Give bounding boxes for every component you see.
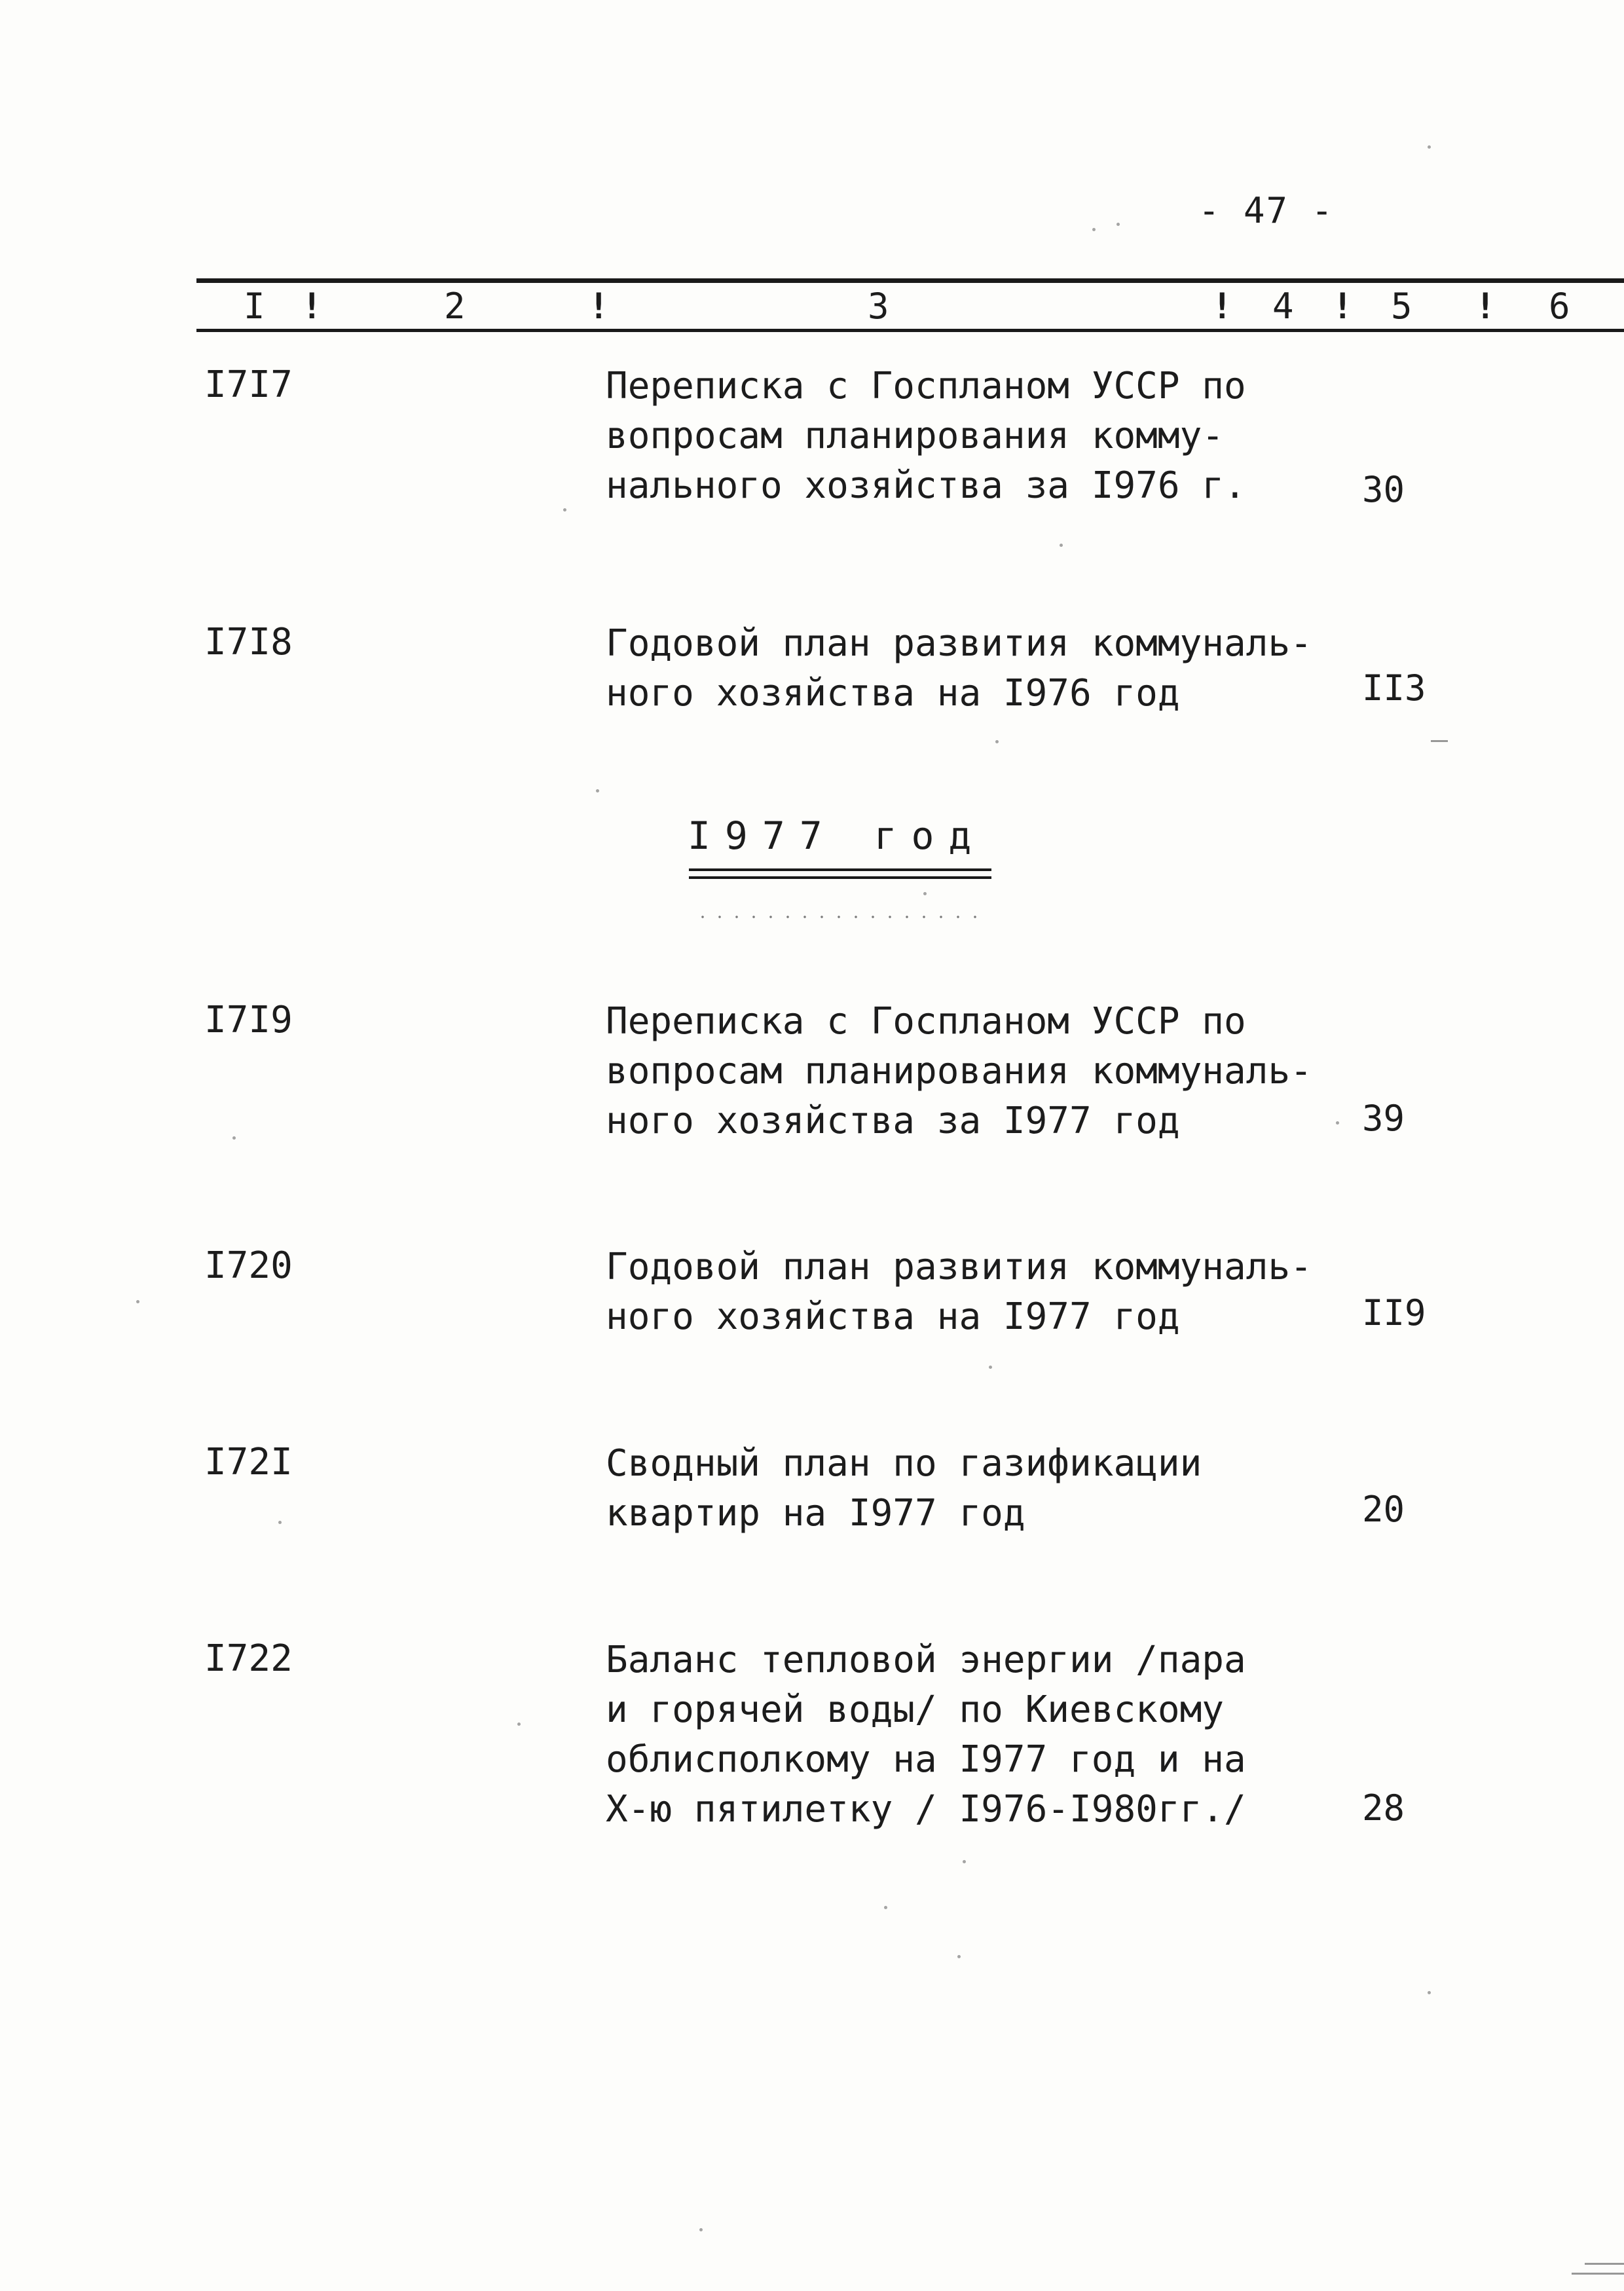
- column-header-1: I: [244, 286, 265, 327]
- scan-speck: [136, 1300, 139, 1303]
- column-separator: !: [1211, 286, 1233, 327]
- year-heading-dotted-line: [694, 916, 989, 918]
- entry-title-line: нального хозяйства за I976 г.: [606, 464, 1246, 507]
- entry-title-line: облисполкому на I977 год и на: [606, 1738, 1246, 1781]
- column-header-2: 2: [444, 286, 466, 327]
- entry-title-line: Переписка с Госпланом УССР по: [606, 365, 1246, 407]
- scan-mark: [1585, 2263, 1624, 2265]
- scan-speck: [1092, 228, 1096, 231]
- scan-speck: [699, 2228, 703, 2231]
- entry-title-line: ного хозяйства на I976 год: [606, 672, 1180, 715]
- table-top-rule: [196, 278, 1624, 283]
- entry-sheet-count: 39: [1362, 1098, 1405, 1139]
- entry-title: [606, 1242, 1326, 1342]
- scan-speck: [957, 1955, 961, 1958]
- scan-mark: [1572, 2273, 1624, 2275]
- entry-title-line: Баланс тепловой энергии /пара: [606, 1639, 1246, 1681]
- scan-speck: [963, 1860, 966, 1863]
- column-header-4: 4: [1272, 286, 1294, 327]
- entry-number: I72I: [204, 1441, 293, 1483]
- column-header-3: 3: [868, 286, 889, 327]
- column-header-row: [0, 286, 1624, 327]
- page-number: - 47 -: [1198, 190, 1335, 231]
- scan-speck: [1428, 1991, 1431, 1994]
- entry-title: [606, 362, 1326, 511]
- column-header-5: 5: [1391, 286, 1412, 327]
- entry-sheet-count: II3: [1362, 667, 1426, 709]
- entry-number: I7I8: [204, 621, 293, 663]
- scan-speck: [995, 740, 999, 743]
- entry-title-line: вопросам планирования коммуналь-: [606, 1050, 1312, 1092]
- year-heading-underline: [689, 876, 991, 879]
- entry-title: [606, 1635, 1326, 1835]
- entry-title-line: Сводный план по газификации: [606, 1442, 1202, 1485]
- scan-speck: [1060, 544, 1063, 547]
- entry-title-line: Переписка с Госпланом УССР по: [606, 1000, 1246, 1043]
- entry-number: I722: [204, 1637, 293, 1680]
- entry-title: [606, 1439, 1326, 1538]
- year-heading-underline: [689, 868, 991, 871]
- scan-speck: [1116, 223, 1120, 226]
- scan-speck: [563, 508, 566, 512]
- column-separator: !: [588, 286, 610, 327]
- scan-speck: [923, 892, 927, 895]
- entry-sheet-count: II9: [1362, 1292, 1426, 1333]
- entry-title-line: Х-ю пятилетку / I976-I980гг./: [606, 1788, 1246, 1831]
- entry-title-line: квартир на I977 год: [606, 1492, 1025, 1535]
- entry-number: I7I7: [204, 363, 293, 406]
- scan-speck: [517, 1723, 521, 1726]
- year-heading: I977 год: [688, 813, 986, 858]
- entry-title-line: Годовой план развития коммуналь-: [606, 1246, 1312, 1288]
- entry-sheet-count: 30: [1362, 469, 1405, 510]
- scan-speck: [232, 1136, 236, 1140]
- scan-speck: [1336, 1121, 1339, 1125]
- column-separator: !: [301, 286, 323, 327]
- entry-title-line: и горячей воды/ по Киевскому: [606, 1688, 1225, 1731]
- entry-title: [606, 619, 1326, 718]
- entry-title-line: ного хозяйства за I977 год: [606, 1100, 1180, 1142]
- entry-title-line: вопросам планирования комму-: [606, 415, 1225, 457]
- column-separator: !: [1332, 286, 1354, 327]
- scan-speck: [989, 1366, 992, 1369]
- entry-number: I7I9: [204, 999, 293, 1041]
- scan-speck: [1428, 145, 1431, 149]
- entry-title: [606, 997, 1326, 1146]
- column-header-6: 6: [1549, 286, 1570, 327]
- scan-mark: [1431, 740, 1448, 742]
- scan-speck: [278, 1521, 282, 1524]
- entry-sheet-count: 20: [1362, 1489, 1405, 1530]
- column-separator: !: [1475, 286, 1496, 327]
- entry-title-line: Годовой план развития коммуналь-: [606, 622, 1312, 665]
- scan-speck: [596, 789, 599, 792]
- table-header-rule: [196, 329, 1624, 332]
- scan-speck: [884, 1906, 887, 1909]
- entry-sheet-count: 28: [1362, 1787, 1405, 1829]
- entry-title-line: ного хозяйства на I977 год: [606, 1295, 1180, 1338]
- entry-number: I720: [204, 1244, 293, 1287]
